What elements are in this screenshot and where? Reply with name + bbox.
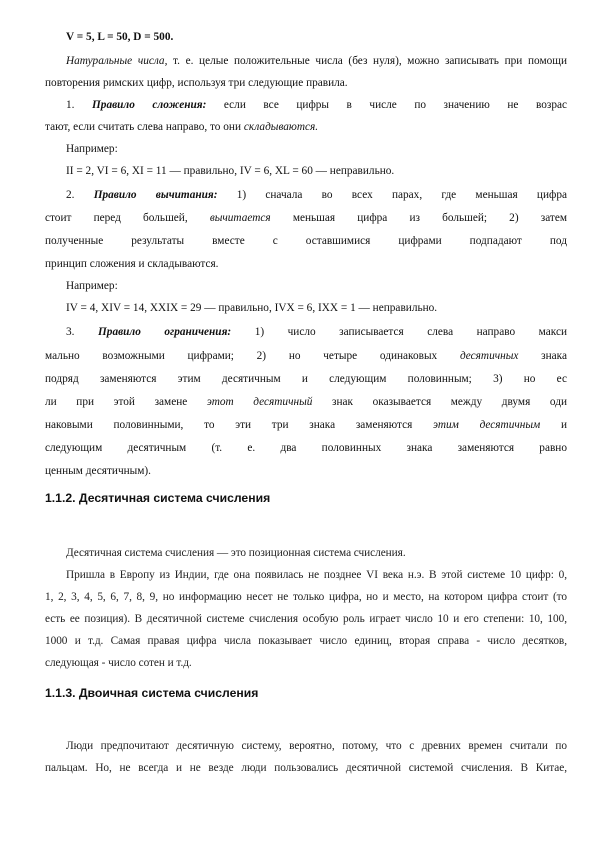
rule3-line-7: ценным десятичным).	[45, 465, 152, 477]
rule1-title: Правило сложения:	[92, 99, 207, 111]
rule3-line-4	[45, 395, 567, 409]
decimal-text-line-3: есть ее позиция). В десятичной системе счисления особую роль играет число 10 и его степени: 10, 100,	[45, 613, 567, 625]
rule2-line-3: полученные результаты вместе с оставшимися цифрами подпадают под	[45, 235, 567, 247]
rule2-example: IV = 4, XIV = 14, XXIX = 29 — правильно, IVX = 6, IXX = 1 — неправильно.	[66, 302, 438, 314]
natural-numbers-line-2: повторения римских цифр, используя три следующие правила.	[45, 77, 348, 89]
rule3-line2-italic: десятичных	[459, 350, 519, 362]
rule2-number: 2.	[66, 189, 75, 201]
rule3-line5-a: наковыми половинными, то эти три знака заменяются	[45, 419, 413, 431]
rule3-line-1	[66, 325, 567, 339]
rule2-title: Правило вычитания:	[93, 189, 218, 201]
rule1-number: 1.	[66, 99, 75, 111]
rule1-example-label: Например:	[66, 143, 118, 155]
rule3-line2-a: мально возможными цифрами; 2) но четыре одинаковых	[45, 350, 438, 362]
section-heading-binary: 1.1.3. Двоичная система счисления	[45, 686, 259, 700]
binary-text-line-1: Люди предпочитают десятичную систему, вероятно, потому, что с древних времен считали по	[66, 740, 567, 752]
rule2-example-label: Например:	[66, 280, 118, 292]
rule3-line5-b: и	[560, 419, 567, 431]
section-heading-decimal: 1.1.2. Десятичная система счисления	[45, 491, 271, 505]
decimal-text-line-1: Пришла в Европу из Индии, где она появилась не позднее VI века н.э. В этой системе 10 цифр: 0,	[66, 569, 567, 581]
rule2-line-4: принцип сложения и складываются.	[45, 258, 219, 270]
rule3-line4-a: ли при этой замене	[45, 396, 188, 408]
rule3-line-5	[45, 418, 567, 432]
rule3-line-6: следующим десятичным (т. е. два половинных знака заменяются равно	[45, 442, 567, 454]
rule3-line-2	[45, 349, 567, 363]
rule3-line4-italic: этот десятичный	[206, 396, 313, 408]
rule3-line4-b: знак оказывается между двумя оди	[332, 396, 567, 408]
natural-numbers-text: т. е. целые положительные числа (без нуля), можно записывать при помощи	[167, 55, 567, 67]
natural-numbers-line-1	[66, 54, 567, 68]
rule2-line2-italic: вычитается	[209, 212, 271, 224]
rule1-line-2	[45, 120, 565, 134]
rule3-text: 1) число записывается слева направо макси	[254, 326, 568, 338]
decimal-definition: Десятичная система счисления — это позиционная система счисления.	[66, 547, 406, 559]
rule1-line-1	[66, 98, 567, 112]
rule1-line2-text: тают, если считать слева направо, то они	[45, 121, 244, 133]
rule3-title: Правило ограничения:	[98, 326, 232, 338]
rule2-line-1	[66, 188, 567, 202]
rule2-line2-b: меньшая цифра из большей; 2) затем	[292, 212, 568, 224]
decimal-text-line-2: 1, 2, 3, 4, 5, 6, 7, 8, 9, но информацию несет не только цифра, но и место, на котором цифра стоит (то	[45, 591, 567, 603]
binary-text-line-2: пальцам. Но, не всегда и не везде люди пользовались десятичной системой счисления. В Китае,	[45, 762, 567, 774]
decimal-text-line-4: 1000 и т.д. Самая правая цифра числа показывает число единиц, вторая справа - число десятков,	[45, 635, 567, 647]
rule3-line5-italic: этим десятичным	[433, 419, 541, 431]
rule3-line-3: подряд заменяются этим десятичным и следующим половинным; 3) но ес	[45, 373, 567, 385]
rule2-line2-a: стоит перед большей,	[45, 212, 188, 224]
decimal-text-line-5: следующая - число сотен и т.д.	[45, 657, 192, 669]
rule2-text: 1) сначала во всех парах, где меньшая цифра	[236, 189, 567, 201]
rule1-line2-italic: складываются.	[243, 121, 319, 133]
rule1-example: II = 2, VI = 6, XI = 11 — правильно, IV = 6, XL = 60 — неправильно.	[66, 165, 395, 177]
roman-values-line: V = 5, L = 50, D = 500.	[66, 31, 174, 43]
natural-numbers-term: Натуральные числа,	[66, 55, 168, 67]
rule1-text: если все цифры в числе по значению не возрас	[223, 99, 567, 111]
rule3-number: 3.	[66, 326, 75, 338]
rule3-line2-b: знака	[541, 350, 568, 362]
rule2-line-2	[45, 211, 567, 225]
